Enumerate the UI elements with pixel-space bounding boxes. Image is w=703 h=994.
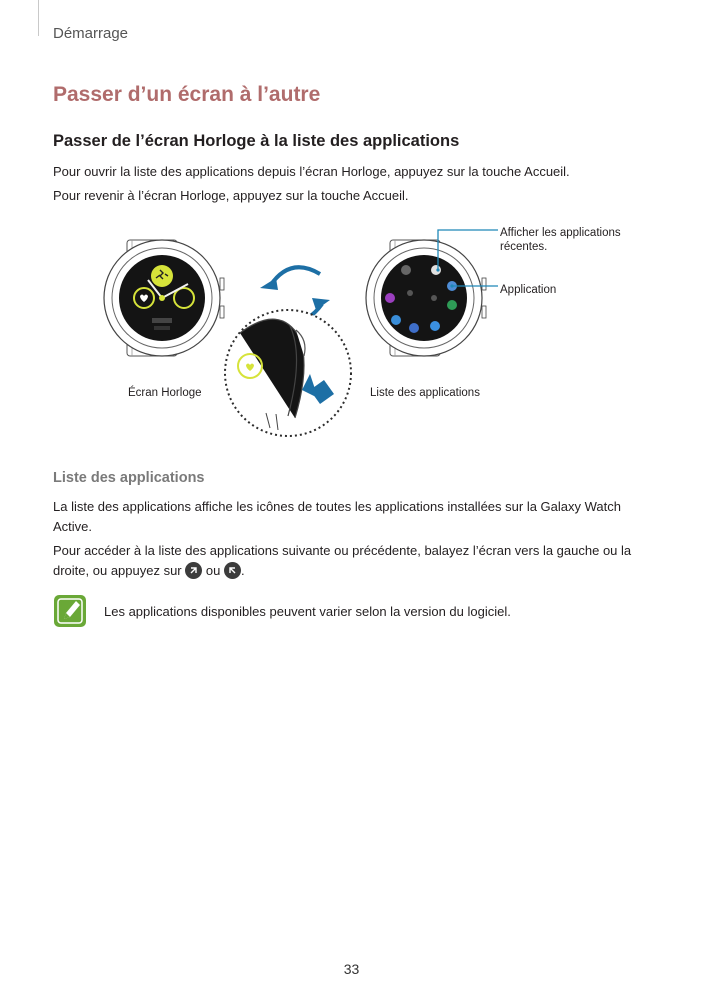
note-box [53, 592, 653, 632]
paragraph-return-clock: Pour revenir à l’écran Horloge, appuyez sur la touche Accueil. [53, 188, 409, 203]
apps-paragraph-2-end: . [240, 563, 245, 578]
caption-clock-screen: Écran Horloge [128, 387, 202, 399]
top-rule [38, 0, 39, 36]
note-text: Les applications disponibles peuvent varier selon la version du logiciel. [104, 604, 511, 619]
apps-paragraph-1: La liste des applications affiche les icônes de toutes les applications installées sur la Galaxy Watch Active. [53, 499, 621, 534]
next-page-icon [185, 562, 202, 579]
watch-clock-face [104, 240, 224, 356]
note-pencil-icon [53, 594, 87, 628]
section-header: Démarrage [53, 25, 129, 42]
apps-paragraph-2-or: ou [205, 563, 221, 578]
paragraph-open-apps: Pour ouvrir la liste des applications depuis l’écran Horloge, appuyez sur la touche Accueil. [53, 164, 570, 179]
watch-illustration [90, 218, 650, 448]
subsection-heading: Passer de l’écran Horloge à la liste des applications [53, 132, 460, 150]
page-number: 33 [343, 961, 360, 977]
callout-recent-apps: Afficher les applications récentes. [500, 227, 621, 253]
home-key-zoom [225, 310, 351, 436]
previous-page-icon [224, 562, 241, 579]
apps-section-heading: Liste des applications [53, 470, 205, 486]
caption-apps-list: Liste des applications [370, 387, 480, 399]
callout-application: Application [500, 284, 557, 296]
apps-paragraph-2-text: Pour accéder à la liste des applications suivante ou précédente, balayez l’écran vers la gauche ou la droite, ou appuyez sur [53, 543, 632, 578]
watch-apps-screen [366, 240, 486, 356]
page-title: Passer d’un écran à l’autre [53, 83, 321, 106]
apps-paragraph-2 [53, 541, 648, 581]
